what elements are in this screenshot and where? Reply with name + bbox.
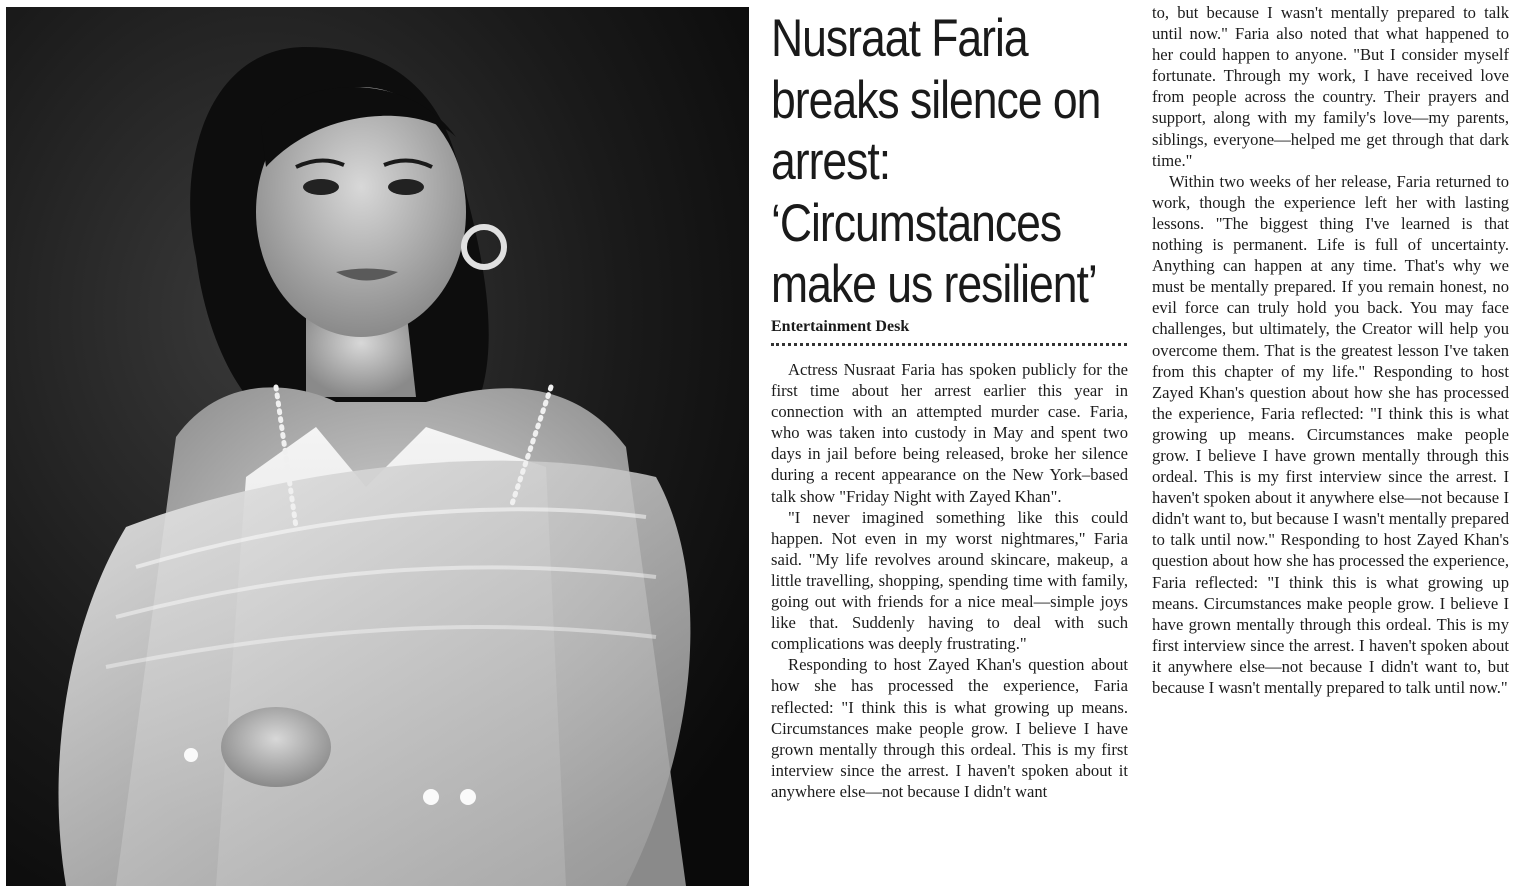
article-column-2: [1152, 2, 1509, 698]
pearl-cuff-right-2: [460, 789, 476, 805]
article-column-1: [771, 359, 1128, 802]
body-paragraph: to, but because I wasn't mentally prepared to talk until now." Faria also noted that what happened to her could happen to anyone. "But I consider myself fortunate. Through my work, I have received love from people across the country. Their prayers and support, along with my family's love—my parents, siblings, everyone—helped me get through that dark time.": [1152, 3, 1509, 170]
hands: [221, 707, 331, 787]
sheer-shawl: [59, 461, 691, 886]
dotted-divider: [771, 343, 1127, 346]
body-paragraph: "I never imagined something like this could happen. Not even in my worst nightmares," Faria said. "My life revolves around skincare, makeup, a little travelling, shopping, spending time with family, going out with friends for a nice meal—simple joys like that. Suddenly having to deal with such complications was deeply frustrating.": [771, 507, 1128, 654]
byline: Entertainment Desk: [771, 318, 910, 335]
body-paragraph: Within two weeks of her release, Faria returned to work, though the experience left her with lasting lessons. "The biggest thing I've learned is that nothing is permanent. Life is full of uncertainty. Anything can happen at any time. That's why we must be mentally prepared. If you remain honest, no evil force can truly hold you back. You may face challenges, but ultimately, the Creator will help you overcome them. That is the greatest lesson I've taken from this chapter of my life." Responding to host Zayed Khan's question about how she has processed the experience, Faria reflected: "I think this is what growing up means. Circumstances make people grow. I believe I have grown mentally through this ordeal. This is my first interview since the arrest. I haven't spoken about it anywhere else—not because I didn't want to, but because I wasn't mentally prepared to talk until now." Responding to host Zayed Khan's question about how she has processed the experience, Faria reflected: "I think this is what growing up means. Circumstances make people grow. I believe I have grown mentally through this ordeal. This is my first interview since the arrest. I haven't spoken about it anywhere else—not because I didn't want to, but because I wasn't mentally prepared to talk until now.": [1152, 171, 1509, 697]
body-paragraph: Responding to host Zayed Khan's question about how she has processed the experience, Faria reflected: "I think this is what growing up means. Circumstances make people grow. I believe I have grown mentally through this ordeal. This is my first interview since the arrest. I haven't spoken about it anywhere else—not because I didn't want: [771, 655, 1128, 801]
headline-line: arrest:: [771, 132, 891, 191]
portrait-illustration: [6, 7, 749, 886]
article-headline: [771, 8, 1101, 316]
right-eye: [388, 179, 424, 195]
headline-line: breaks silence on: [771, 70, 1101, 130]
pearl-cuff-right-1: [423, 789, 439, 805]
headline-line: Nusraat Faria: [771, 9, 1028, 68]
left-eye: [303, 179, 339, 195]
body-paragraph: Actress Nusraat Faria has spoken publicly for the first time about her arrest earlier this year in connection with an attempted murder case. Faria, who was taken into custody in May and spent two days in jail before being released, broke her silence during a recent appearance on the New York–based talk show "Friday Night with Zayed Khan".: [771, 360, 1128, 506]
pearl-cuff-left: [184, 748, 198, 762]
headline-line: make us resilient’: [771, 255, 1097, 314]
article-photo: [6, 7, 749, 886]
headline-line: ‘Circumstances: [771, 193, 1062, 253]
